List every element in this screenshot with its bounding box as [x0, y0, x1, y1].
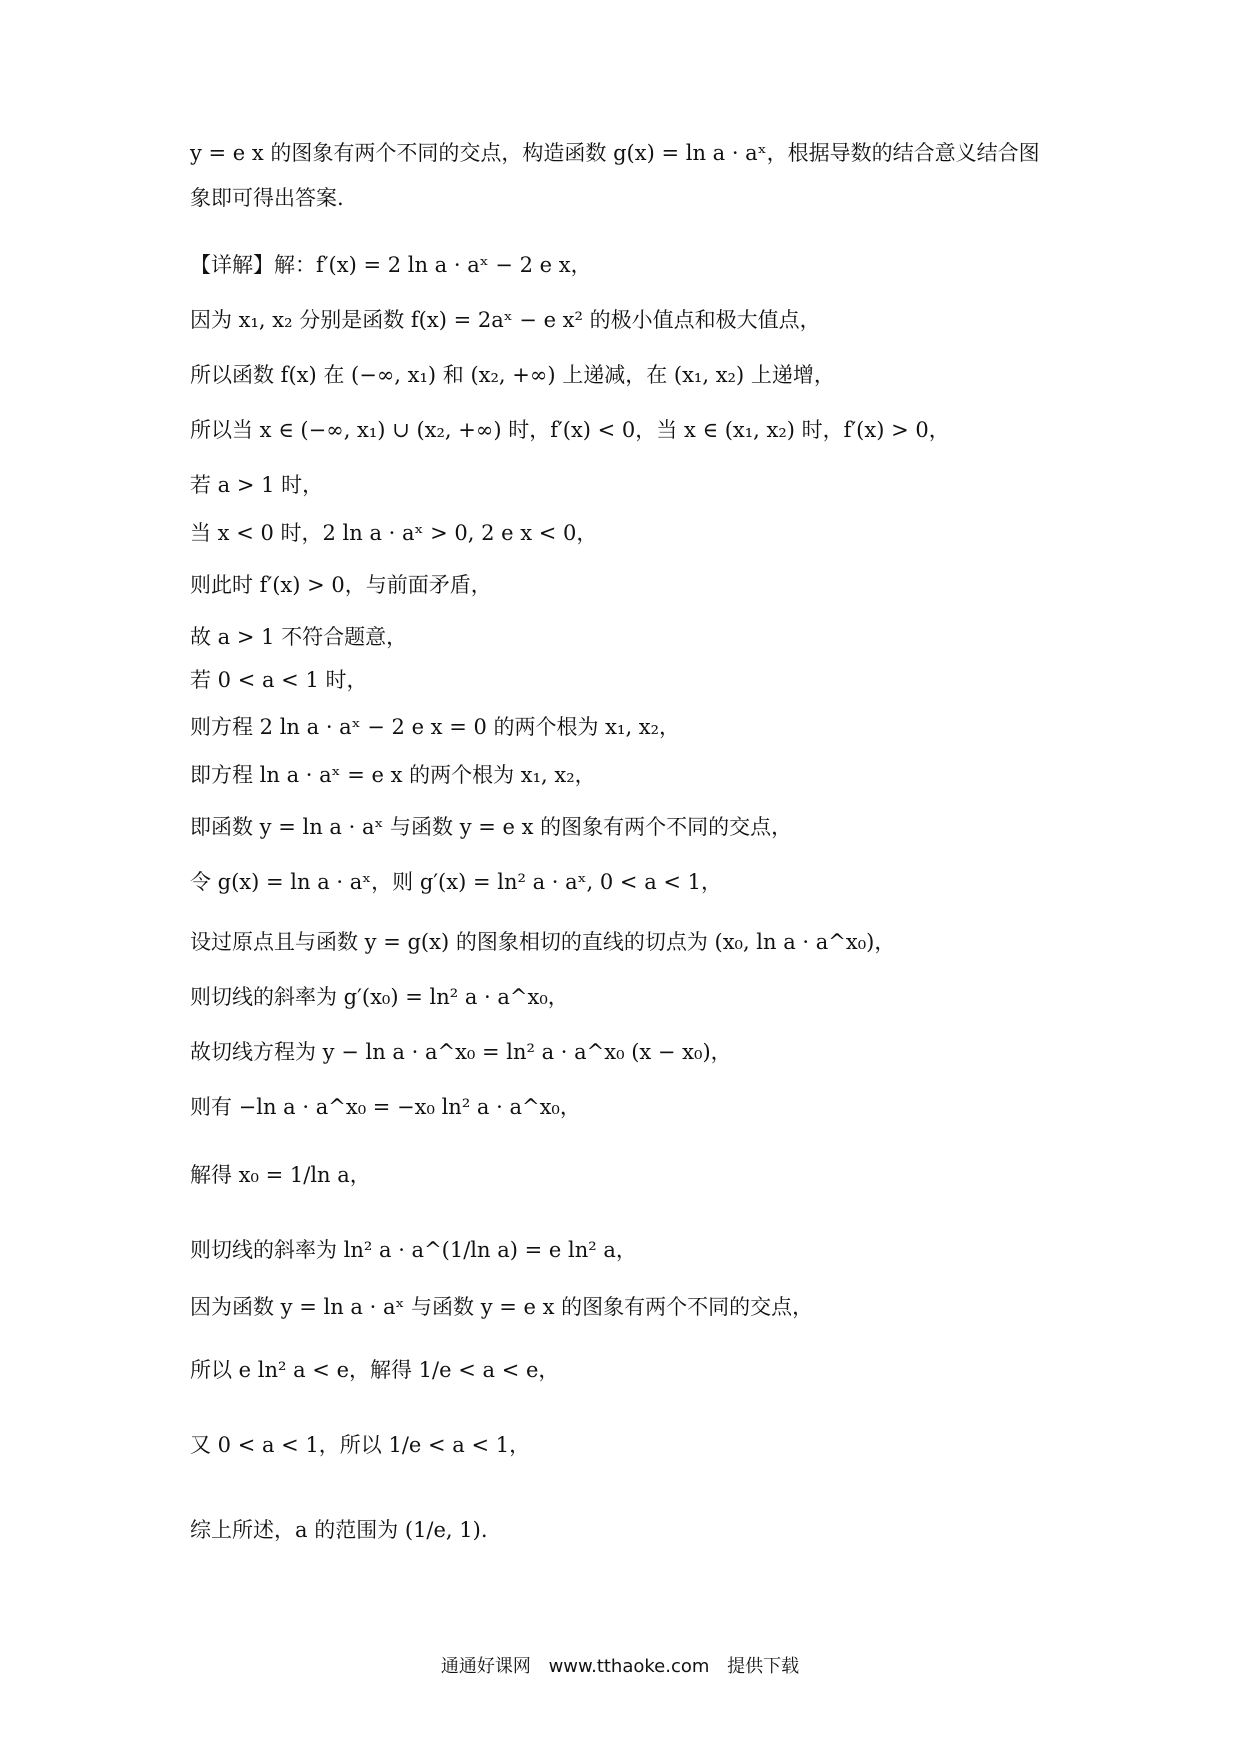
text-line: 因为 x₁, x₂ 分别是函数 f(x) = 2aˣ − e x² 的极小值点和极大值点，: [190, 308, 821, 332]
text-line: 若 a > 1 时，: [190, 473, 324, 497]
text-line: 当 x < 0 时，2 ln a · aˣ > 0, 2 e x < 0，: [190, 521, 598, 545]
text-line: 解得 x₀ = 1/ln a，: [190, 1163, 371, 1187]
footer-site-name: 通通好课网: [440, 1656, 531, 1677]
text-line: 综上所述，a 的范围为 (1/e, 1).: [190, 1518, 488, 1542]
text-line: 所以函数 f(x) 在 (−∞, x₁) 和 (x₂, +∞) 上递减，在 (x₁, x₂) 上递增，: [190, 363, 835, 387]
text-line: 则切线的斜率为 ln² a · a^(1/ln a) = e ln² a，: [190, 1238, 637, 1262]
text-line: 【详解】解：f′(x) = 2 ln a · aˣ − 2 e x，: [190, 253, 592, 277]
footer-note: 提供下载: [727, 1656, 800, 1677]
text-line: 故切线方程为 y − ln a · a^x₀ = ln² a · a^x₀ (x − x₀)，: [190, 1040, 732, 1064]
text-line: 象即可得出答案.: [190, 186, 344, 210]
text-line: 即函数 y = ln a · aˣ 与函数 y = e x 的图象有两个不同的交点，: [190, 815, 793, 839]
text-line: 令 g(x) = ln a · aˣ，则 g′(x) = ln² a · aˣ, 0 < a < 1，: [190, 870, 723, 894]
text-line: 则切线的斜率为 g′(x₀) = ln² a · a^x₀，: [190, 985, 569, 1009]
text-line: 若 0 < a < 1 时，: [190, 668, 368, 692]
footer-url: www.tthaoke.com: [548, 1656, 710, 1677]
text-line: 所以 e ln² a < e，解得 1/e < a < e，: [190, 1358, 560, 1382]
text-line: 则有 −ln a · a^x₀ = −x₀ ln² a · a^x₀，: [190, 1095, 581, 1119]
text-line: 则方程 2 ln a · aˣ − 2 e x = 0 的两个根为 x₁, x₂，: [190, 715, 681, 739]
text-line: y = e x 的图象有两个不同的交点，构造函数 g(x) = ln a · aˣ，根据导数的结合意义结合图: [190, 141, 1040, 165]
text-line: 设过原点且与函数 y = g(x) 的图象相切的直线的切点为 (x₀, ln a · a^x₀)，: [190, 930, 896, 954]
text-line: 所以当 x ∈ (−∞, x₁) ∪ (x₂, +∞) 时，f′(x) < 0，当 x ∈ (x₁, x₂) 时，f′(x) > 0，: [190, 418, 950, 442]
text-line: 又 0 < a < 1，所以 1/e < a < 1，: [190, 1433, 531, 1457]
text-line: 即方程 ln a · aˣ = e x 的两个根为 x₁, x₂，: [190, 763, 596, 787]
text-line: 因为函数 y = ln a · aˣ 与函数 y = e x 的图象有两个不同的交点，: [190, 1295, 814, 1319]
text-line: 则此时 f′(x) > 0，与前面矛盾，: [190, 573, 492, 597]
text-line: 故 a > 1 不符合题意，: [190, 625, 408, 649]
page-footer: [0, 1652, 1240, 1678]
